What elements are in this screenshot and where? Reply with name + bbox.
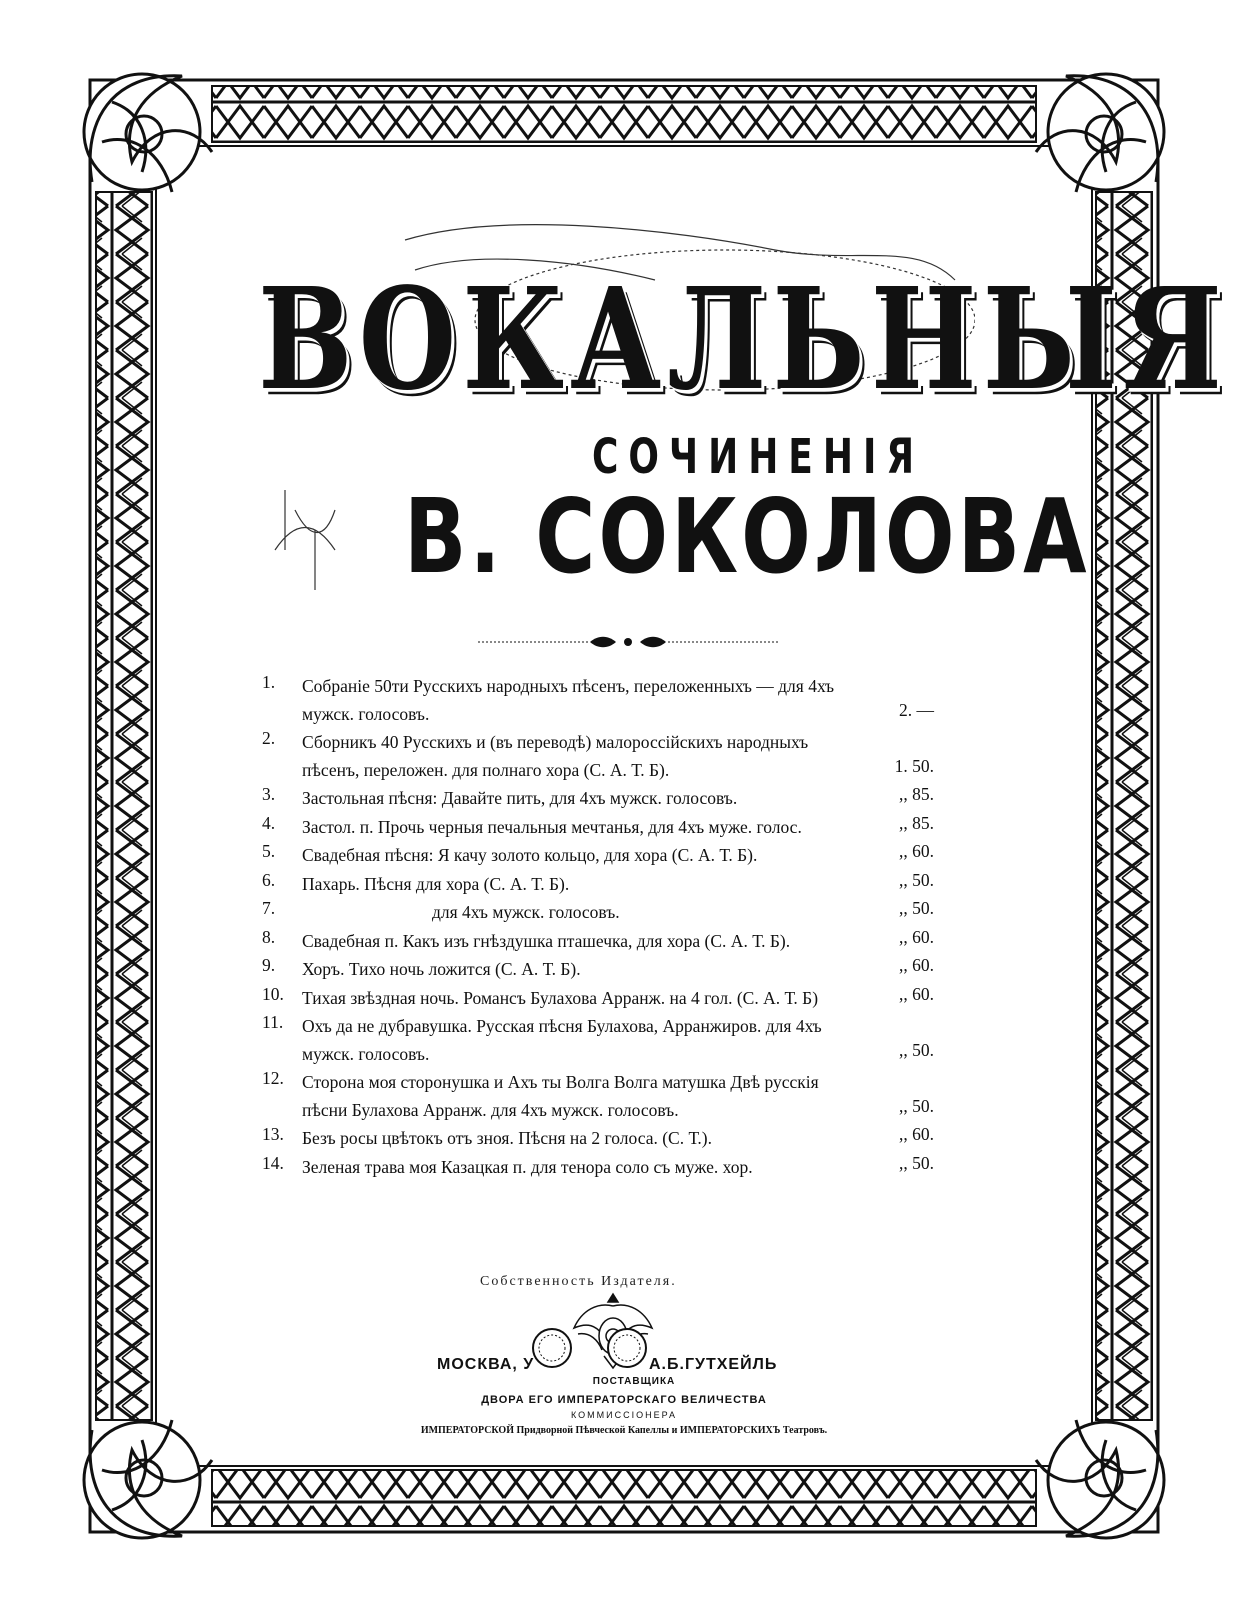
- list-item: [262, 728, 934, 784]
- work-number: 9.: [262, 955, 276, 975]
- publisher-name: А.Б.ГУТХЕЙЛЬ: [649, 1356, 778, 1373]
- work-number: 13.: [262, 1124, 284, 1144]
- corner-ornament-top-right: [1036, 74, 1164, 192]
- work-number: 7.: [262, 898, 276, 918]
- work-price: ,, 50.: [899, 1040, 934, 1060]
- work-number: 12.: [262, 1068, 284, 1088]
- work-title: Сторона моя сторонушка и Ахъ ты Волга Волга матушка Двѣ русскія пѣсни Булахова Арранж. для 4хъ мужск. голосовъ.: [302, 1072, 819, 1120]
- work-number: 1.: [262, 672, 276, 692]
- work-number: 6.: [262, 869, 276, 890]
- list-item: [262, 1153, 934, 1182]
- work-price: ,, 60.: [899, 983, 934, 1004]
- work-title: Охъ да не дубравушка. Русская пѣсня Булахова, Арранжиров. для 4хъ мужск. голосовъ.: [302, 1016, 822, 1064]
- work-price: ,, 50.: [899, 1152, 934, 1173]
- work-number: 10.: [262, 983, 284, 1004]
- corner-ornament-bottom-right: [1036, 1420, 1164, 1538]
- list-item: [262, 870, 934, 899]
- ownership-notice: Собственность Издателя.: [480, 1274, 677, 1289]
- list-item: [262, 672, 934, 728]
- list-item: [262, 984, 934, 1013]
- work-title: Сборникъ 40 Русскихъ и (въ переводѣ) малороссійскихъ народныхъ пѣсенъ, переложен. для полнаго хора (С. А. Т. Б).: [302, 732, 809, 780]
- list-item: [262, 813, 934, 842]
- work-price: 2. —: [899, 700, 934, 720]
- list-item: [262, 1068, 934, 1124]
- work-title: для 4хъ мужск. голосовъ.: [432, 902, 620, 922]
- work-title: Застольная пѣсня: Давайте пить, для 4хъ мужск. голосовъ.: [302, 788, 738, 808]
- list-item: [262, 784, 934, 813]
- work-number: 5.: [262, 841, 276, 861]
- work-price: ,, 50.: [899, 898, 934, 918]
- work-price: ,, 60.: [899, 841, 934, 861]
- work-title: Зеленая трава моя Казацкая п. для тенора соло съ муже. хор.: [302, 1156, 753, 1177]
- work-price: 1. 50.: [894, 756, 934, 776]
- work-title: Хоръ. Тихо ночь ложится (С. А. Т. Б).: [302, 959, 581, 979]
- work-number: 8.: [262, 926, 276, 947]
- corner-ornament-bottom-left: [84, 1420, 212, 1538]
- work-price: ,, 60.: [899, 926, 934, 947]
- list-item: [262, 1124, 934, 1153]
- work-price: ,, 50.: [899, 869, 934, 890]
- composer-name: В. СОКОЛОВА: [404, 478, 1090, 597]
- work-number: 4.: [262, 812, 276, 833]
- publisher-city: МОСКВА, У: [437, 1356, 535, 1373]
- work-title: Свадебная пѣсня: Я качу золото кольцо, для хора (С. А. Т. Б).: [302, 845, 758, 865]
- publisher-title-line: ДВОРА ЕГО ИМПЕРАТОРСКАГО ВЕЛИЧЕСТВА: [481, 1394, 767, 1406]
- works-list: [262, 672, 934, 1181]
- work-title: Пахарь. Пѣсня для хора (С. А. Т. Б).: [302, 873, 570, 894]
- ornamental-divider: [478, 634, 778, 648]
- list-item: [262, 841, 934, 870]
- work-number: 2.: [262, 728, 276, 748]
- medal-icon: [605, 1326, 649, 1370]
- title-compositions: СОЧИНЕНІЯ: [592, 430, 925, 486]
- publisher-title-line: КОММИССІОНЕРА: [570, 1410, 677, 1420]
- work-title: Собраніе 50ти Русскихъ народныхъ пѣсенъ, переложенныхъ — для 4хъ мужск. голосовъ.: [302, 676, 835, 724]
- work-number: 3.: [262, 784, 276, 804]
- list-item: [262, 927, 934, 956]
- work-price: ,, 50.: [899, 1096, 934, 1116]
- list-item: [262, 1012, 934, 1068]
- work-title: Тихая звѣздная ночь. Романсъ Булахова Арранж. на 4 гол. (С. А. Т. Б): [302, 987, 819, 1008]
- list-item: [262, 955, 934, 984]
- work-price: ,, 85.: [899, 784, 934, 804]
- work-number: 14.: [262, 1152, 284, 1173]
- list-item: [262, 898, 934, 927]
- work-price: ,, 60.: [899, 1124, 934, 1144]
- publisher-title-line: ИМПЕРАТОРСКОЙ Придворной Пѣвческой Капеллы и ИМПЕРАТОРСКИХЪ Театровъ.: [420, 1425, 828, 1436]
- work-price: ,, 60.: [899, 955, 934, 975]
- corner-ornament-top-left: [84, 74, 212, 192]
- work-title: Безъ росы цвѣтокъ отъ зноя. Пѣсня на 2 голоса. (С. Т.).: [302, 1128, 712, 1148]
- medal-icon: [530, 1326, 574, 1370]
- work-number: 11.: [262, 1012, 284, 1032]
- work-price: ,, 85.: [899, 812, 934, 833]
- title-vocal: ВОКАЛЬНЫЯ: [258, 258, 1228, 422]
- work-title: Застол. п. Прочь черныя печальныя мечтанья, для 4хъ муже. голос.: [302, 816, 802, 837]
- work-title: Свадебная п. Какъ изъ гнѣздушка пташечка, для хора (С. А. Т. Б).: [302, 930, 791, 951]
- publisher-title-line: ПОСТАВЩИКА: [592, 1376, 676, 1387]
